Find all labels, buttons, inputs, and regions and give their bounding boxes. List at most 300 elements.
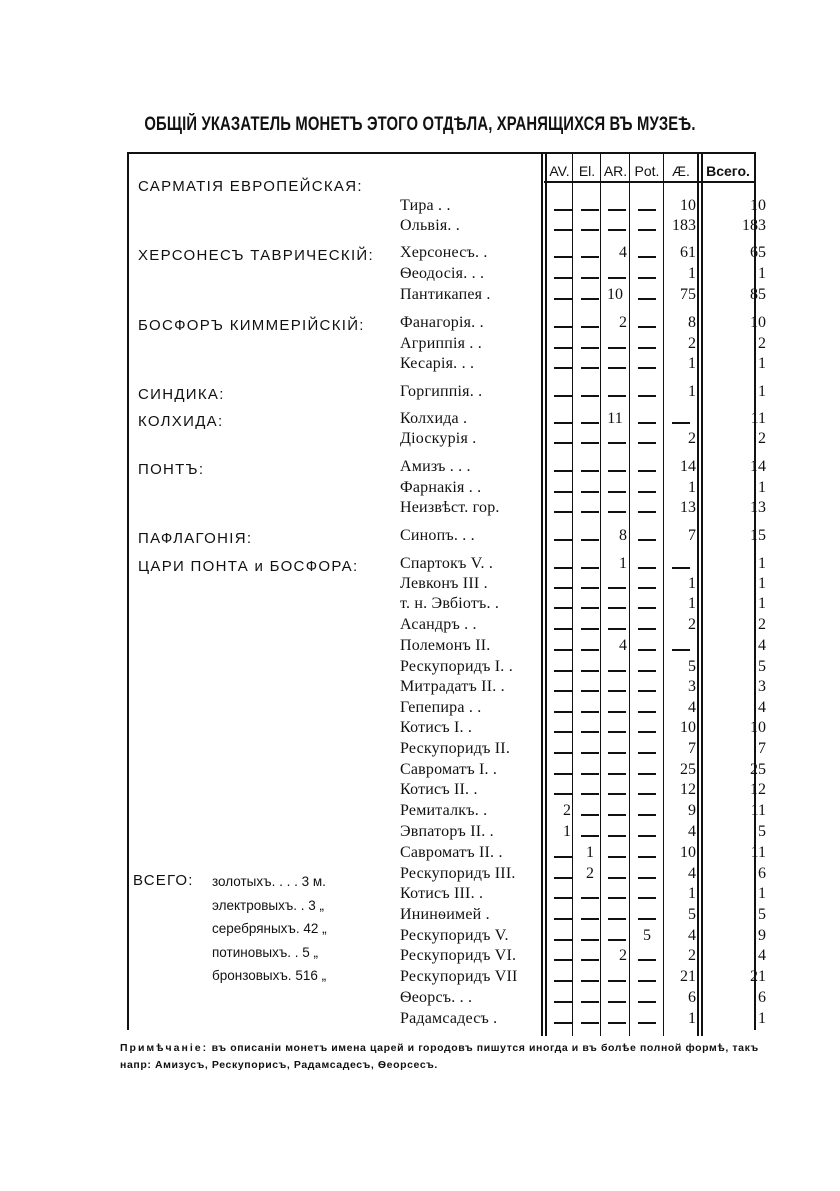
cell-ar: 2 [619, 947, 627, 964]
cell-av-empty [554, 897, 572, 899]
col-header-el: El. [578, 163, 596, 179]
cell-ae: 10 [680, 844, 696, 861]
cell-av-empty [554, 877, 572, 879]
col-header-ar: AR. [603, 163, 628, 179]
cell-el-empty [581, 347, 599, 349]
cell-ae: 12 [680, 781, 696, 798]
cell-ar-empty [608, 752, 626, 754]
cell-ar-empty [608, 711, 626, 713]
cell-ae: 2 [688, 616, 696, 633]
cell-total: 1 [758, 355, 766, 372]
cell-ar-empty [608, 690, 626, 692]
city-name: Полемонъ II. [400, 637, 491, 654]
region-label: БОСФОРЪ КИММЕРІЙСКІЙ: [138, 317, 365, 334]
cell-av: 1 [563, 823, 571, 840]
cell-ar-empty [608, 773, 626, 775]
cell-el-empty [581, 835, 599, 837]
cell-ae-empty [672, 567, 690, 569]
cell-el-empty [581, 277, 599, 279]
city-name: Ольвія. . [400, 217, 460, 234]
cell-av-empty [554, 587, 572, 589]
cell-total: 5 [758, 823, 766, 840]
cell-el-empty [581, 649, 599, 651]
cell-av-empty [554, 567, 572, 569]
city-name: Котисъ I. . [400, 719, 473, 736]
cell-ae: 1 [688, 1010, 696, 1027]
col-sep-0b [545, 152, 547, 1036]
city-name: т. н. Эвбіотъ. . [400, 595, 500, 612]
cell-total: 4 [758, 637, 766, 654]
region-label: ПАФЛАГОНІЯ: [138, 530, 253, 547]
cell-av-empty [554, 511, 572, 513]
cell-el-empty [581, 209, 599, 211]
cell-av-empty [554, 229, 572, 231]
cell-pot-empty [638, 347, 656, 349]
cell-ar-empty [608, 347, 626, 349]
cell-total: 11 [750, 802, 766, 819]
city-name: Котисъ III. . [400, 885, 484, 902]
cell-ae: 21 [680, 968, 696, 985]
cell-el-empty [581, 470, 599, 472]
page-title: ОБЩІЙ УКАЗАТЕЛЬ МОНЕТЪ ЭТОГО ОТДѢЛА, ХРАНЯЩИХСЯ ВЪ МУЗЕѢ. [144, 114, 696, 135]
cell-av-empty [554, 1001, 572, 1003]
summary-row-silver: серебряныхъ. 42 „ [212, 921, 327, 936]
cell-ae-empty [672, 422, 690, 424]
cell-ar-empty [608, 877, 626, 879]
cell-total: 3 [758, 678, 766, 695]
city-name: Фарнакія . . [400, 479, 482, 496]
cell-ae: 9 [688, 802, 696, 819]
cell-total: 6 [758, 865, 766, 882]
cell-total: 5 [758, 906, 766, 923]
cell-ae: 10 [680, 719, 696, 736]
col-header-pot: Pot. [634, 163, 660, 179]
cell-ar: 2 [619, 314, 627, 331]
cell-pot-empty [638, 773, 656, 775]
cell-total: 1 [758, 479, 766, 496]
cell-el-empty [581, 814, 599, 816]
cell-pot-empty [638, 649, 656, 651]
cell-pot-empty [638, 877, 656, 879]
cell-av-empty [554, 347, 572, 349]
cell-total: 1 [758, 575, 766, 592]
cell-ar-empty [608, 980, 626, 982]
city-name: Кесарія. . . [400, 355, 475, 372]
cell-total: 65 [750, 244, 766, 261]
cell-el-empty [581, 711, 599, 713]
city-name: Левконъ III . [400, 575, 488, 592]
cell-pot-empty [638, 607, 656, 609]
cell-ar-empty [608, 491, 626, 493]
cell-el-empty [581, 539, 599, 541]
cell-av-empty [554, 670, 572, 672]
cell-av-empty [554, 711, 572, 713]
cell-ar-empty [608, 628, 626, 630]
cell-ae: 8 [688, 314, 696, 331]
cell-el-empty [581, 607, 599, 609]
cell-av-empty [554, 690, 572, 692]
cell-el-empty [581, 752, 599, 754]
cell-el-empty [581, 491, 599, 493]
cell-pot-empty [638, 277, 656, 279]
region-label: КОЛХИДА: [138, 413, 224, 430]
cell-pot-empty [638, 367, 656, 369]
cell-ae: 7 [688, 740, 696, 757]
cell-ar-empty [608, 395, 626, 397]
cell-el-empty [581, 256, 599, 258]
city-name: Рескупоридъ I. . [400, 658, 513, 675]
cell-total: 85 [750, 286, 766, 303]
cell-total: 12 [750, 781, 766, 798]
cell-ar-empty [608, 607, 626, 609]
cell-total: 2 [758, 335, 766, 352]
col-sep-0a [541, 152, 543, 1036]
cell-ar-empty [608, 897, 626, 899]
cell-total: 5 [758, 658, 766, 675]
region-label: ХЕРСОНЕСЪ ТАВРИЧЕСКІЙ: [138, 247, 374, 264]
cell-total: 1 [758, 595, 766, 612]
cell-pot-empty [638, 587, 656, 589]
cell-total: 25 [750, 761, 766, 778]
summary-label: ВСЕГО: [133, 872, 194, 889]
cell-total: 10 [750, 719, 766, 736]
cell-el-empty [581, 326, 599, 328]
cell-av-empty [554, 731, 572, 733]
cell-av-empty [554, 277, 572, 279]
cell-ae: 1 [688, 885, 696, 902]
col-sep-5b [701, 152, 703, 1036]
region-label: САРМАТІЯ ЕВРОПЕЙСКАЯ: [138, 178, 363, 195]
cell-ae: 2 [688, 947, 696, 964]
cell-ar-empty [608, 209, 626, 211]
cell-av-empty [554, 367, 572, 369]
cell-ae: 4 [688, 699, 696, 716]
cell-total: 10 [750, 314, 766, 331]
cell-total: 21 [750, 968, 766, 985]
cell-pot-empty [638, 856, 656, 858]
cell-pot-empty [638, 567, 656, 569]
cell-el-empty [581, 567, 599, 569]
cell-ae: 25 [680, 761, 696, 778]
cell-pot-empty [638, 326, 656, 328]
cell-total: 11 [750, 844, 766, 861]
cell-av-empty [554, 793, 572, 795]
cell-total: 10 [750, 197, 766, 214]
city-name: Рескупоридъ III. [400, 865, 516, 882]
cell-ar: 4 [619, 244, 627, 261]
cell-pot-empty [638, 897, 656, 899]
cell-ar: 10 [607, 286, 623, 303]
cell-el-empty [581, 897, 599, 899]
frame-top-line [127, 152, 756, 154]
cell-el-empty [581, 918, 599, 920]
cell-ae: 4 [688, 927, 696, 944]
city-name: Асандръ . . [400, 616, 477, 633]
cell-total: 7 [758, 740, 766, 757]
cell-total: 1 [758, 1010, 766, 1027]
cell-ae: 1 [688, 575, 696, 592]
cell-ae: 1 [688, 479, 696, 496]
cell-el-empty [581, 229, 599, 231]
cell-ar-empty [608, 470, 626, 472]
cell-av-empty [554, 395, 572, 397]
cell-ae: 1 [688, 265, 696, 282]
city-name: Ѳеорсъ. . . [400, 989, 473, 1006]
cell-ae: 7 [688, 527, 696, 544]
cell-ar-empty [608, 670, 626, 672]
cell-ar-empty [608, 587, 626, 589]
cell-ae: 3 [688, 678, 696, 695]
cell-pot-empty [638, 711, 656, 713]
cell-el: 2 [586, 865, 594, 882]
cell-ae: 61 [680, 244, 696, 261]
cell-pot-empty [638, 395, 656, 397]
summary-row-potin: потиновыхъ. . 5 „ [212, 945, 319, 960]
cell-av-empty [554, 939, 572, 941]
cell-ae: 14 [680, 458, 696, 475]
cell-ae: 4 [688, 865, 696, 882]
cell-pot-empty [638, 731, 656, 733]
region-label: ЦАРИ ПОНТА и БОСФОРА: [138, 558, 359, 575]
cell-el-empty [581, 731, 599, 733]
col-header-av: AV. [549, 163, 570, 179]
footnote-text: въ описаніи монетъ имена царей и городовъ пишутся иногда и въ болѣе полной формѣ, такъ напр: Амизусъ, Рескупорисъ, Радамсадесъ, Ѳеорсесъ. [120, 1042, 759, 1071]
city-name: Горгиппія. . [400, 383, 483, 400]
col-header-ae: Æ. [672, 163, 690, 179]
cell-ae: 4 [688, 823, 696, 840]
cell-el-empty [581, 980, 599, 982]
cell-av-empty [554, 607, 572, 609]
region-label: СИНДИКА: [138, 386, 225, 403]
cell-av-empty [554, 959, 572, 961]
cell-pot-empty [638, 539, 656, 541]
cell-pot-empty [638, 1001, 656, 1003]
cell-el-empty [581, 1022, 599, 1024]
cell-el-empty [581, 442, 599, 444]
footnote [120, 1040, 760, 1074]
cell-ar-empty [608, 793, 626, 795]
cell-pot-empty [638, 959, 656, 961]
cell-av-empty [554, 209, 572, 211]
cell-pot-empty [638, 511, 656, 513]
cell-av-empty [554, 326, 572, 328]
cell-ae: 183 [672, 217, 696, 234]
cell-ar-empty [608, 939, 626, 941]
cell-el: 1 [586, 844, 594, 861]
city-name: Фанагорія. . [400, 314, 484, 331]
city-name: Ремиталкъ. . [400, 802, 488, 819]
cell-el-empty [581, 939, 599, 941]
cell-el-empty [581, 628, 599, 630]
cell-ar-empty [608, 367, 626, 369]
city-name: Херсонесъ. . [400, 244, 488, 261]
cell-pot-empty [638, 670, 656, 672]
city-name: Синопъ. . . [400, 527, 475, 544]
col-header-total: Всего. [706, 163, 750, 179]
cell-ar-empty [608, 835, 626, 837]
cell-total: 1 [758, 265, 766, 282]
cell-av: 2 [563, 802, 571, 819]
cell-ar-empty [608, 856, 626, 858]
city-name: Рескупоридъ VII [400, 968, 518, 985]
cell-pot-empty [638, 256, 656, 258]
city-name: Гепепира . . [400, 699, 482, 716]
cell-av-empty [554, 649, 572, 651]
cell-total: 11 [750, 410, 766, 427]
col-sep-2 [600, 152, 601, 1036]
summary-row-electrum: электровыхъ. . 3 „ [212, 898, 325, 913]
summary-row-gold: золотыхъ. . . . 3 м. [212, 874, 326, 889]
cell-ar-empty [608, 1001, 626, 1003]
cell-total: 1 [758, 885, 766, 902]
col-sep-5a [697, 152, 699, 1036]
cell-el-empty [581, 793, 599, 795]
city-name: Савроматъ II. . [400, 844, 503, 861]
cell-ar: 4 [619, 637, 627, 654]
cell-ar-empty [608, 277, 626, 279]
cell-el-empty [581, 1001, 599, 1003]
city-name: Спартокъ V. . [400, 555, 494, 572]
cell-pot-empty [638, 1022, 656, 1024]
cell-ae: 1 [688, 355, 696, 372]
cell-av-empty [554, 752, 572, 754]
cell-total: 183 [742, 217, 766, 234]
cell-av-empty [554, 442, 572, 444]
cell-pot-empty [638, 470, 656, 472]
cell-pot-empty [638, 491, 656, 493]
cell-av-empty [554, 539, 572, 541]
city-name: Котисъ II. . [400, 781, 478, 798]
cell-ar-empty [608, 442, 626, 444]
city-name: Савроматъ I. . [400, 761, 498, 778]
cell-av-empty [554, 773, 572, 775]
cell-pot-empty [638, 835, 656, 837]
city-name: Радамсадесъ . [400, 1010, 498, 1027]
city-name: Ининѳимей . [400, 906, 490, 923]
cell-pot-empty [638, 690, 656, 692]
cell-total: 1 [758, 383, 766, 400]
cell-ae: 10 [680, 197, 696, 214]
cell-total: 9 [758, 927, 766, 944]
cell-el-empty [581, 959, 599, 961]
cell-av-empty [554, 298, 572, 300]
cell-ar-empty [608, 814, 626, 816]
cell-ae: 2 [688, 430, 696, 447]
cell-el-empty [581, 298, 599, 300]
city-name: Эвпаторъ II. . [400, 823, 494, 840]
cell-pot-empty [638, 229, 656, 231]
city-name: Рескупоридъ V. [400, 927, 509, 944]
cell-pot-empty [638, 980, 656, 982]
cell-total: 13 [750, 499, 766, 516]
cell-av-empty [554, 918, 572, 920]
cell-ae: 1 [688, 383, 696, 400]
city-name: Рескупоридъ VI. [400, 947, 517, 964]
cell-ae: 2 [688, 335, 696, 352]
cell-av-empty [554, 256, 572, 258]
cell-ae: 75 [680, 286, 696, 303]
col-sep-1 [572, 152, 573, 1036]
cell-ae: 6 [688, 989, 696, 1006]
cell-el-empty [581, 395, 599, 397]
city-name: Амизъ . . . [400, 458, 471, 475]
cell-pot-empty [638, 918, 656, 920]
cell-total: 1 [758, 555, 766, 572]
cell-total: 4 [758, 699, 766, 716]
cell-ar-empty [608, 1022, 626, 1024]
cell-total: 2 [758, 430, 766, 447]
cell-av-empty [554, 422, 572, 424]
cell-total: 2 [758, 616, 766, 633]
cell-el-empty [581, 511, 599, 513]
cell-total: 15 [750, 527, 766, 544]
cell-ar-empty [608, 918, 626, 920]
cell-ae: 5 [688, 658, 696, 675]
summary-row-bronze: бронзовыхъ. 516 „ [212, 968, 327, 983]
city-name: Агриппія . . [400, 335, 483, 352]
cell-pot-empty [638, 793, 656, 795]
cell-ar: 1 [619, 555, 627, 572]
city-name: Тира . . [400, 197, 451, 214]
footnote-lead: Примѣчаніе: [120, 1042, 209, 1054]
frame-left-line [127, 152, 129, 1030]
cell-total: 4 [758, 947, 766, 964]
cell-av-empty [554, 470, 572, 472]
cell-pot-empty [638, 814, 656, 816]
cell-ae-empty [672, 649, 690, 651]
cell-av-empty [554, 1022, 572, 1024]
cell-av-empty [554, 856, 572, 858]
cell-ar: 11 [607, 410, 623, 427]
cell-ar: 8 [619, 527, 627, 544]
cell-pot-empty [638, 752, 656, 754]
cell-ae: 1 [688, 595, 696, 612]
cell-pot-empty [638, 628, 656, 630]
cell-pot-empty [638, 298, 656, 300]
cell-av-empty [554, 980, 572, 982]
city-name: Колхида . [400, 410, 468, 427]
city-name: Рескупоридъ II. [400, 740, 511, 757]
cell-total: 6 [758, 989, 766, 1006]
city-name: Митрадатъ II. . [400, 678, 505, 695]
cell-pot-empty [638, 209, 656, 211]
cell-pot-empty [638, 442, 656, 444]
cell-total: 14 [750, 458, 766, 475]
cell-el-empty [581, 670, 599, 672]
cell-pot-empty [638, 422, 656, 424]
cell-ae: 5 [688, 906, 696, 923]
cell-ar-empty [608, 511, 626, 513]
city-name: Діоскурія . [400, 430, 477, 447]
cell-ae: 13 [680, 499, 696, 516]
cell-ar-empty [608, 731, 626, 733]
cell-el-empty [581, 773, 599, 775]
cell-av-empty [554, 628, 572, 630]
city-name: Неизвѣст. гор. [400, 499, 500, 516]
region-label: ПОНТЪ: [138, 461, 205, 478]
city-name: Ѳеодосія. . . [400, 265, 485, 282]
cell-pot: 5 [643, 927, 651, 944]
cell-el-empty [581, 422, 599, 424]
cell-ar-empty [608, 229, 626, 231]
col-sep-4 [663, 152, 664, 1036]
cell-av-empty [554, 491, 572, 493]
cell-el-empty [581, 587, 599, 589]
city-name: Пантикапея . [400, 286, 491, 303]
cell-el-empty [581, 367, 599, 369]
col-sep-3 [629, 152, 630, 1036]
cell-el-empty [581, 690, 599, 692]
